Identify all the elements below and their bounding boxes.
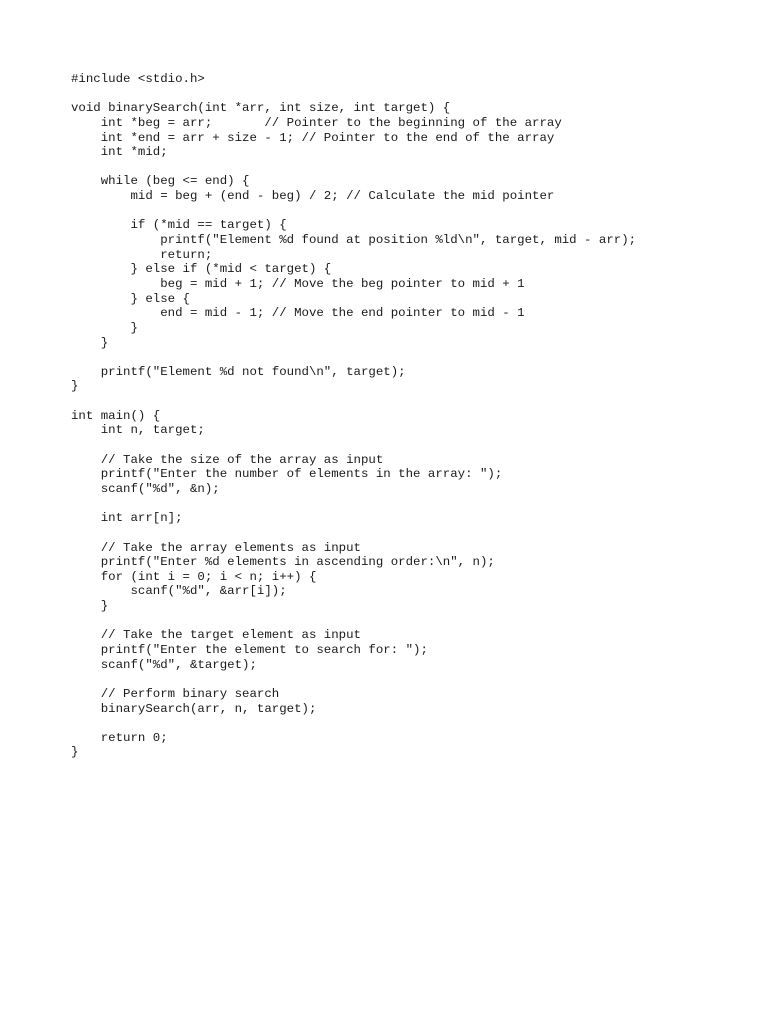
code-line — [71, 438, 636, 453]
code-line — [71, 394, 636, 409]
code-line: int *mid; — [71, 145, 168, 160]
code-line: scanf("%d", &target); — [71, 657, 257, 672]
code-line: printf("Enter the element to search for: "); — [71, 642, 428, 657]
code-line: while (beg <= end) { — [71, 174, 250, 189]
code-line: } — [71, 320, 138, 335]
code-line — [71, 160, 636, 175]
code-line: } — [71, 745, 79, 760]
code-line: // Take the size of the array as input — [71, 452, 384, 467]
code-line: } — [71, 599, 109, 614]
code-line: if (*mid == target) { — [71, 218, 287, 233]
code-line — [71, 526, 636, 541]
code-line: } else { — [71, 291, 190, 306]
code-line — [71, 716, 636, 731]
code-block — [71, 72, 636, 760]
code-line — [71, 350, 636, 365]
code-line: mid = beg + (end - beg) / 2; // Calculate the mid pointer — [71, 189, 555, 204]
code-line: printf("Element %d found at position %ld\n", target, mid - arr); — [71, 233, 637, 248]
code-line: end = mid - 1; // Move the end pointer to mid - 1 — [71, 306, 525, 321]
code-line: } — [71, 335, 109, 350]
code-line: // Perform binary search — [71, 686, 280, 701]
code-line: scanf("%d", &n); — [71, 481, 220, 496]
code-line: } else if (*mid < target) { — [71, 262, 332, 277]
code-line: int *beg = arr; // Pointer to the beginning of the array — [71, 115, 562, 130]
code-line — [71, 204, 636, 219]
code-line: // Take the target element as input — [71, 628, 361, 643]
code-line: int arr[n]; — [71, 511, 183, 526]
code-line: printf("Enter the number of elements in the array: "); — [71, 467, 503, 482]
code-line: return; — [71, 247, 213, 262]
code-line: printf("Enter %d elements in ascending order:\n", n); — [71, 555, 495, 570]
code-line: // Take the array elements as input — [71, 540, 361, 555]
code-line: scanf("%d", &arr[i]); — [71, 584, 287, 599]
code-line: binarySearch(arr, n, target); — [71, 701, 317, 716]
code-line: printf("Element %d not found\n", target); — [71, 364, 406, 379]
code-line: return 0; — [71, 730, 168, 745]
code-line: void binarySearch(int *arr, int size, int target) { — [71, 101, 451, 116]
code-line: beg = mid + 1; // Move the beg pointer to mid + 1 — [71, 276, 525, 291]
code-line: int *end = arr + size - 1; // Pointer to the end of the array — [71, 130, 555, 145]
code-line — [71, 87, 636, 102]
code-line: } — [71, 379, 79, 394]
code-line: int n, target; — [71, 423, 205, 438]
code-line — [71, 497, 636, 512]
code-line — [71, 614, 636, 629]
code-line: for (int i = 0; i < n; i++) { — [71, 569, 317, 584]
code-line — [71, 672, 636, 687]
code-line: int main() { — [71, 408, 161, 423]
code-line: #include <stdio.h> — [71, 72, 205, 86]
